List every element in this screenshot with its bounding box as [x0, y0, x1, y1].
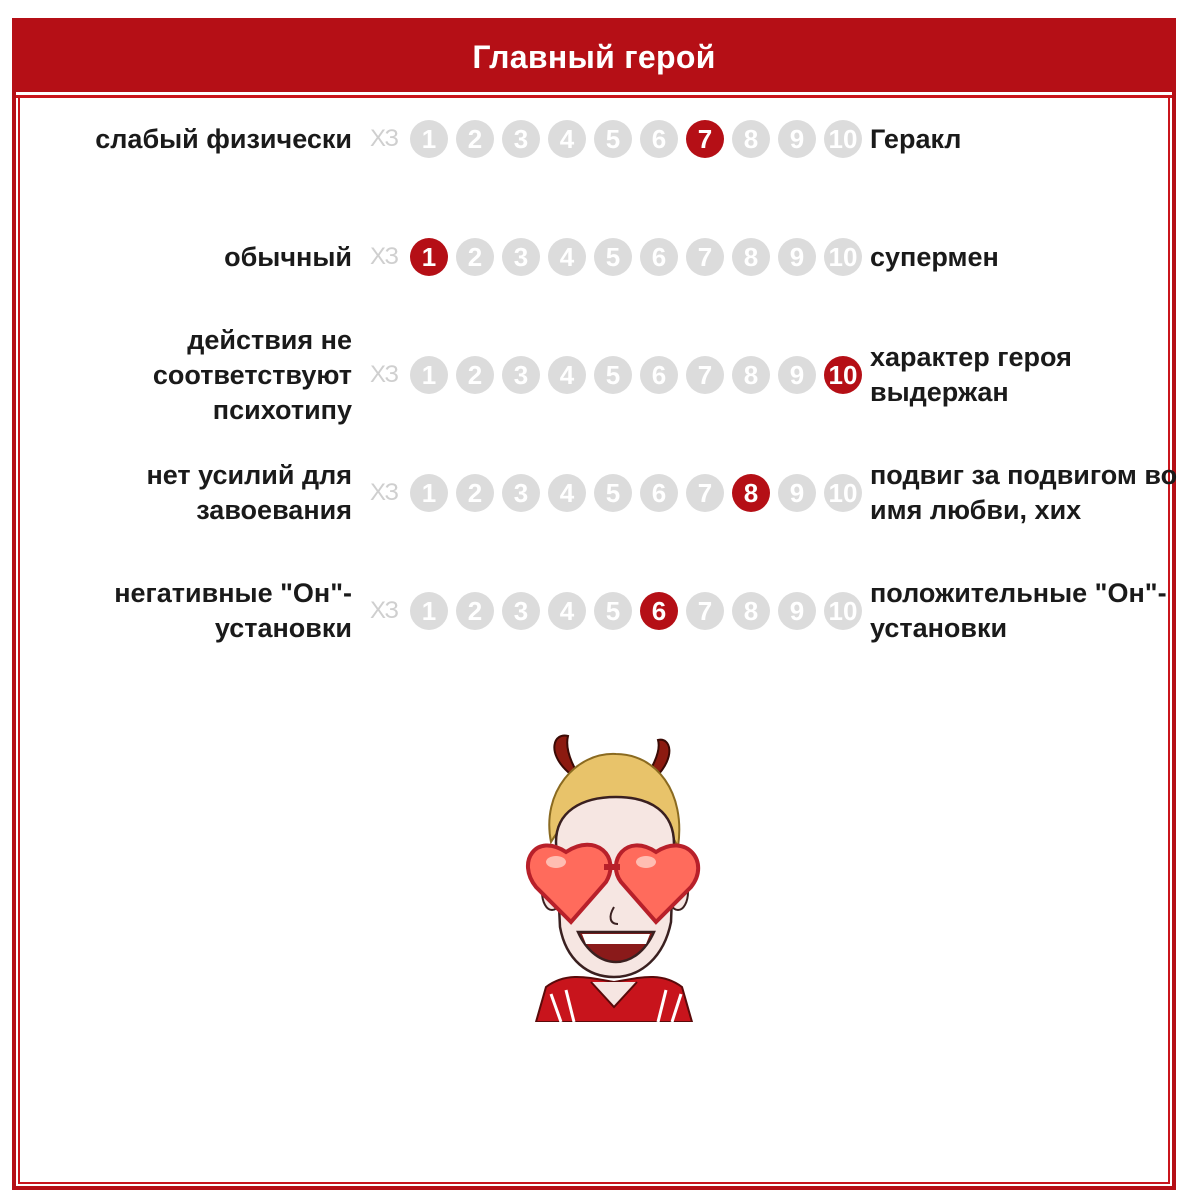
- rating-dot[interactable]: 6: [640, 356, 678, 394]
- rating-dot[interactable]: 1: [410, 474, 448, 512]
- rating-dot[interactable]: 3: [502, 474, 540, 512]
- rating-dot[interactable]: 10: [824, 238, 862, 276]
- right-label: супермен: [870, 241, 999, 272]
- left-label: слабый физически: [95, 123, 352, 154]
- xz-option[interactable]: ХЗ: [370, 125, 398, 152]
- rating-dot[interactable]: 2: [456, 474, 494, 512]
- rating-scale: [364, 212, 870, 302]
- left-label: негативные "Он"-установки: [114, 578, 352, 643]
- rating-dot[interactable]: 2: [456, 238, 494, 276]
- rating-dot-selected[interactable]: 7: [686, 120, 724, 158]
- rating-dot[interactable]: 9: [778, 474, 816, 512]
- left-label: обычный: [224, 241, 352, 272]
- xz-option[interactable]: ХЗ: [370, 597, 398, 624]
- rating-row: [16, 324, 1180, 425]
- rating-row: [16, 448, 1180, 538]
- rating-dot[interactable]: 6: [640, 120, 678, 158]
- xz-option[interactable]: ХЗ: [370, 243, 398, 270]
- rating-dot[interactable]: 10: [824, 120, 862, 158]
- rating-dot-selected[interactable]: 6: [640, 592, 678, 630]
- rating-dot[interactable]: 2: [456, 356, 494, 394]
- rating-dot-selected[interactable]: 1: [410, 238, 448, 276]
- rating-scale: [364, 448, 870, 538]
- left-label: нет усилий для завоевания: [146, 460, 352, 525]
- rating-dot[interactable]: 6: [640, 238, 678, 276]
- rating-dot[interactable]: 7: [686, 474, 724, 512]
- rating-dot[interactable]: 10: [824, 592, 862, 630]
- rating-scale: [364, 566, 870, 656]
- rating-dot[interactable]: 5: [594, 592, 632, 630]
- rating-card: [12, 18, 1176, 1190]
- rating-dot[interactable]: 9: [778, 592, 816, 630]
- right-label: подвиг за подвигом во имя любви, хих: [870, 460, 1178, 525]
- rating-dot[interactable]: 1: [410, 592, 448, 630]
- rating-dot[interactable]: 4: [548, 474, 586, 512]
- rating-dot[interactable]: 8: [732, 592, 770, 630]
- rating-dot[interactable]: 7: [686, 592, 724, 630]
- devil-heart-glasses-avatar-icon: [506, 732, 716, 1027]
- rating-dot[interactable]: 6: [640, 474, 678, 512]
- rating-dot[interactable]: 7: [686, 238, 724, 276]
- right-label: положительные "Он"-установки: [870, 578, 1167, 643]
- left-label: действия не соответствуют психотипу: [152, 324, 352, 425]
- rating-dot[interactable]: 3: [502, 238, 540, 276]
- rating-dot[interactable]: 1: [410, 120, 448, 158]
- rating-scale: [364, 94, 870, 184]
- rating-row: [16, 94, 1180, 184]
- rating-dot-selected[interactable]: 8: [732, 474, 770, 512]
- rating-dot[interactable]: 1: [410, 356, 448, 394]
- rating-dot[interactable]: 2: [456, 592, 494, 630]
- xz-option[interactable]: ХЗ: [370, 361, 398, 388]
- right-label: характер героя выдержан: [870, 342, 1072, 407]
- rating-dot[interactable]: 8: [732, 356, 770, 394]
- rating-dot[interactable]: 5: [594, 238, 632, 276]
- rating-row: [16, 566, 1180, 656]
- rating-scale: [364, 330, 870, 420]
- rating-dot-selected[interactable]: 10: [824, 356, 862, 394]
- rating-dot[interactable]: 9: [778, 238, 816, 276]
- rating-dot[interactable]: 4: [548, 120, 586, 158]
- xz-option[interactable]: ХЗ: [370, 479, 398, 506]
- rating-dot[interactable]: 3: [502, 120, 540, 158]
- rating-dot[interactable]: 3: [502, 356, 540, 394]
- rating-dot[interactable]: 4: [548, 356, 586, 394]
- rating-dot[interactable]: 5: [594, 356, 632, 394]
- rating-dot[interactable]: 7: [686, 356, 724, 394]
- card-title: Главный герой: [16, 22, 1172, 95]
- rating-dot[interactable]: 4: [548, 238, 586, 276]
- rating-dot[interactable]: 5: [594, 120, 632, 158]
- right-label: Геракл: [870, 123, 962, 154]
- rating-dot[interactable]: 5: [594, 474, 632, 512]
- rating-dot[interactable]: 9: [778, 120, 816, 158]
- rating-row: [16, 212, 1180, 302]
- rating-dot[interactable]: 8: [732, 238, 770, 276]
- rating-dot[interactable]: 3: [502, 592, 540, 630]
- rating-dot[interactable]: 8: [732, 120, 770, 158]
- rating-dot[interactable]: 4: [548, 592, 586, 630]
- rating-dot[interactable]: 2: [456, 120, 494, 158]
- rating-dot[interactable]: 10: [824, 474, 862, 512]
- rating-dot[interactable]: 9: [778, 356, 816, 394]
